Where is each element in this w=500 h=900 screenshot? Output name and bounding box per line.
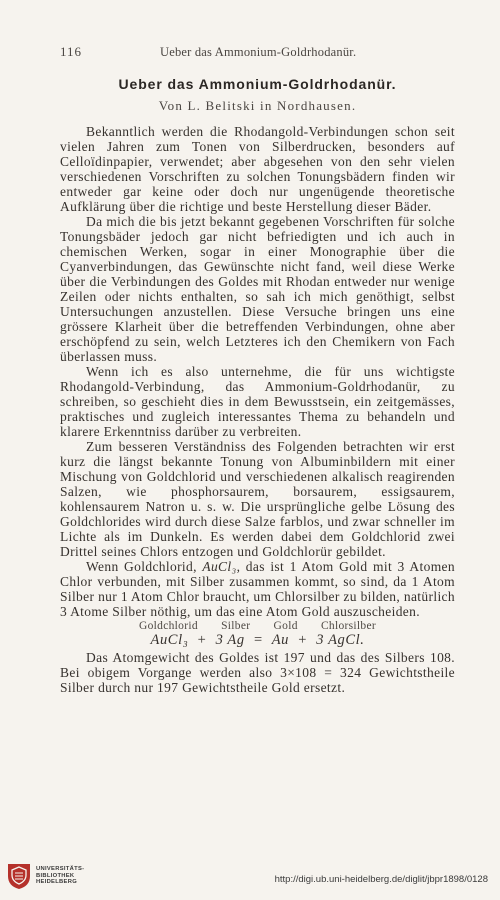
inline-formula: AuCl₃ <box>202 559 237 574</box>
running-header <box>60 44 455 64</box>
equation-term: 3 AgCl. <box>316 632 365 648</box>
paragraph: Da mich die bis jetzt bekannt gegebenen Vorschriften für solche Tonungsbäder jedoch gar nicht befriedigten und ich auch in chemischen Werken, sogar in einer Monographie über die Cyanverbindungen, das Gewünschte nicht fand, weil diese Werke über die Verbindungen des Goldes mit Rhodan entweder nur wenige Zeilen oder nichts enthalten, so sah ich mich genöthigt, selbst Untersuchungen anzustellen. Diese Versuche bringen uns eine grössere Klarheit über die betreffenden Verbindungen, ohne aber erschöpfend zu sein, welch Letzteres ich den Chemikern von Fach überlassen muss. <box>60 214 455 364</box>
equation-term: Au <box>271 632 290 648</box>
running-title: Ueber das Ammonium-Goldrhodanür. <box>160 45 357 59</box>
equation-term: AuCl₃ <box>150 632 189 648</box>
paragraph <box>60 559 455 619</box>
permalink-url[interactable]: http://digi.ub.uni-heidelberg.de/diglit/jbpr1898/0128 <box>274 874 488 885</box>
library-name-line: UNIVERSITÄTS- <box>36 866 85 872</box>
paragraph: Bekanntlich werden die Rhodangold-Verbindungen schon seit vielen Jahren zum Tonen von Silberdrucken, besonders auf Celloïdinpapier, verwendet; aber abgesehen von den sehr vielen verschiedenen Vorschriften zu solchen Tonungsbädern finden wir entweder gar keine oder doch nur ungenügende theoretische Aufklärung über die richtige und beste Herstellung dieser Bäder. <box>60 124 455 214</box>
equation-label: Goldchlorid <box>139 620 198 632</box>
page-number: 116 <box>60 44 83 59</box>
paragraph-lead: Wenn Goldchlorid, <box>86 559 197 574</box>
equation-label: Silber <box>221 620 251 632</box>
library-name-line: BIBLIOTHEK <box>36 872 75 879</box>
equation-line <box>60 632 455 648</box>
equation-operator: = <box>253 632 263 648</box>
equation-term: 3 Ag <box>215 632 245 648</box>
equation-label: Gold <box>273 620 298 632</box>
article-body <box>60 124 455 695</box>
paragraph-rest: , das ist 1 Atom Gold mit 3 Atomen Chlor verbunden, mit Silber zusammen kommt, so sind, da 1 Atom Silber nur 1 Atom Chlor braucht, um Chlorsilber zu bilden, natürlich 3 Atome Silber nöthig, um das eine Atom Gold auszuscheiden. <box>60 559 455 619</box>
paragraph: Zum besseren Verständniss des Folgenden betrachten wir erst kurz die längst bekannte Tonung von Albuminbildern mit einer Mischung von Goldchlorid und verschiedenen alkalisch reagirenden Salzen, wie phosphorsaurem, borsaurem, essigsaurem, kohlensaurem Natron u. s. w. Die ursprüngliche gelbe Lösung des Goldchlorides wird durch diese Salze farblos, und zwar schneller im Lichte als im Dunkeln. Es werden dabei dem Goldchlorid zwei Drittel seines Chlors entzogen und Goldchlorür gebildet. <box>60 439 455 559</box>
chemical-equation <box>60 620 455 648</box>
article-title: Ueber das Ammonium-Goldrhodanür. <box>118 76 397 92</box>
library-logo[interactable] <box>6 858 146 894</box>
article-byline: Von L. Belitski in Nordhausen. <box>158 98 357 113</box>
equation-operator: + <box>298 632 308 648</box>
library-shield-icon <box>6 862 32 890</box>
paragraph: Das Atomgewicht des Goldes ist 197 und das des Silbers 108. Bei obigem Vorgange werden also 3×108 = 324 Gewichtstheile Silber durch nur 197 Gewichtstheile Gold ersetzt. <box>60 650 455 695</box>
paragraph: Wenn ich es also unternehme, die für uns wichtigste Rhodangold-Verbindung, das Ammonium-Goldrhodanür, zu schreiben, so geschieht dies in dem Bewusstsein, ein zeitgemässes, praktisches und zugleich interessantes Thema zu behandeln und klarere Erkenntniss darüber zu verbreiten. <box>60 364 455 439</box>
equation-label: Chlorsilber <box>320 620 376 632</box>
equation-operator: + <box>197 632 207 648</box>
library-name <box>36 866 84 886</box>
library-name-line: HEIDELBERG <box>36 879 78 885</box>
equation-labels <box>60 620 455 632</box>
